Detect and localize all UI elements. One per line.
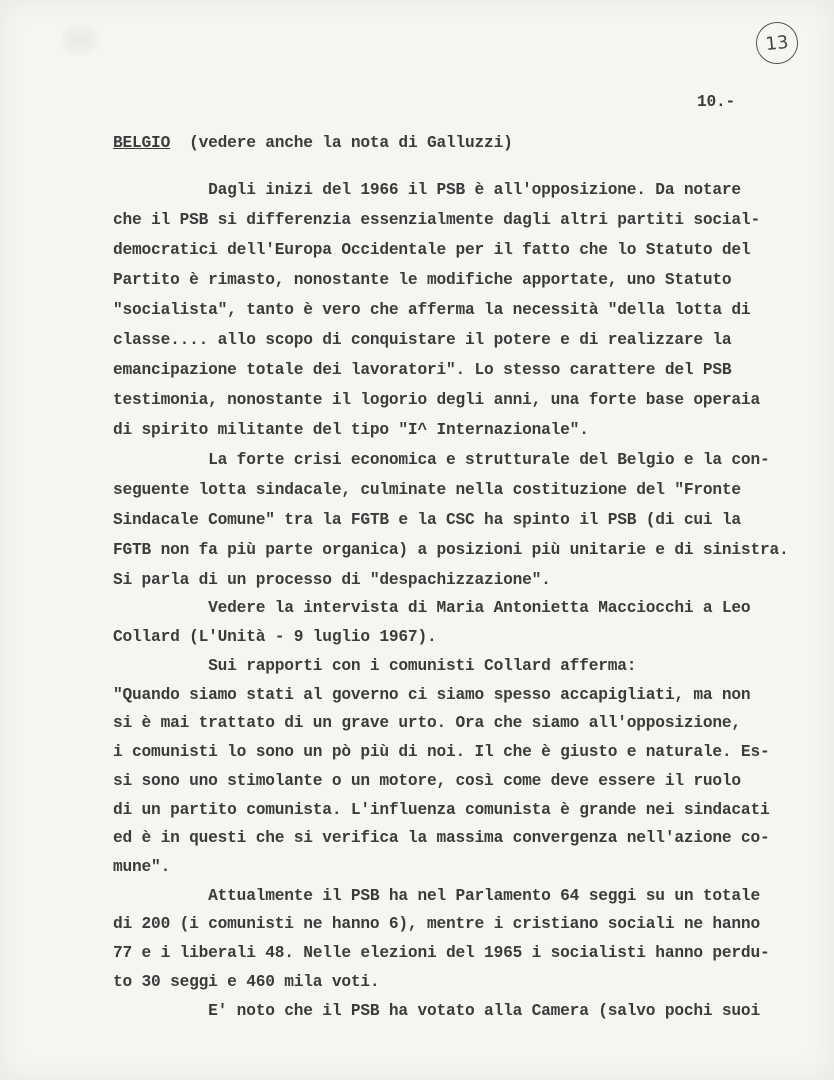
- text-line: si sono uno stimolante o un motore, così come deve essere il ruolo: [113, 772, 741, 790]
- archive-number-stamp: [754, 20, 800, 66]
- text-line: to 30 seggi e 460 mila voti.: [113, 973, 380, 991]
- heading-country: BELGIO: [113, 134, 171, 152]
- text-line: Attualmente il PSB ha nel Parlamento 64 seggi su un totale: [113, 887, 760, 905]
- text-line: emancipazione totale dei lavoratori". Lo stesso carattere del PSB: [113, 361, 732, 379]
- text-line: che il PSB si differenzia essenzialmente dagli altri partiti social-: [113, 211, 760, 229]
- text-line: classe.... allo scopo di conquistare il potere e di realizzare la: [113, 331, 732, 349]
- text-line: ed è in questi che si verifica la massima convergenza nell'azione co-: [113, 829, 770, 847]
- text-line: mune".: [113, 858, 171, 876]
- page-number: 10.-: [697, 93, 736, 111]
- text-line: Partito è rimasto, nonostante le modifiche apportate, uno Statuto: [113, 271, 732, 289]
- text-line: di spirito militante del tipo "I^ Internazionale".: [113, 421, 589, 439]
- text-line: E' noto che il PSB ha votato alla Camera (salvo pochi suoi: [113, 1002, 760, 1020]
- text-line: Sui rapporti con i comunisti Collard afferma:: [113, 657, 637, 675]
- text-line: "Quando siamo stati al governo ci siamo spesso accapigliati, ma non: [113, 686, 751, 704]
- text-line: Dagli inizi del 1966 il PSB è all'opposizione. Da notare: [113, 181, 741, 199]
- text-line: si è mai trattato di un grave urto. Ora che siamo all'opposizione,: [113, 714, 741, 732]
- archive-number: 13: [764, 31, 790, 55]
- text-line: Collard (L'Unità - 9 luglio 1967).: [113, 628, 437, 646]
- text-line: La forte crisi economica e strutturale del Belgio e la con-: [113, 451, 770, 469]
- text-line: 77 e i liberali 48. Nelle elezioni del 1965 i socialisti hanno perdu-: [113, 944, 770, 962]
- text-line: di un partito comunista. L'influenza comunista è grande nei sindacati: [113, 801, 770, 819]
- text-line: FGTB non fa più parte organica) a posizioni più unitarie e di sinistra.: [113, 541, 789, 559]
- text-line: Vedere la intervista di Maria Antonietta Macciocchi a Leo: [113, 599, 751, 617]
- text-line: Sindacale Comune" tra la FGTB e la CSC ha spinto il PSB (di cui la: [113, 511, 741, 529]
- text-line: di 200 (i comunisti ne hanno 6), mentre i cristiano sociali ne hanno: [113, 915, 760, 933]
- section-heading: [113, 133, 513, 153]
- text-line: testimonia, nonostante il logorio degli anni, una forte base operaia: [113, 391, 760, 409]
- text-line: seguente lotta sindacale, culminate nella costituzione del "Fronte: [113, 481, 741, 499]
- text-line: democratici dell'Europa Occidentale per il fatto che lo Statuto del: [113, 241, 751, 259]
- heading-note: (vedere anche la nota di Galluzzi): [189, 134, 513, 152]
- text-line: "socialista", tanto è vero che afferma la necessità "della lotta di: [113, 301, 751, 319]
- text-line: Si parla di un processo di "despachizzazione".: [113, 571, 551, 589]
- paper-smudge: [60, 25, 100, 55]
- text-line: i comunisti lo sono un pò più di noi. Il che è giusto e naturale. Es-: [113, 743, 770, 761]
